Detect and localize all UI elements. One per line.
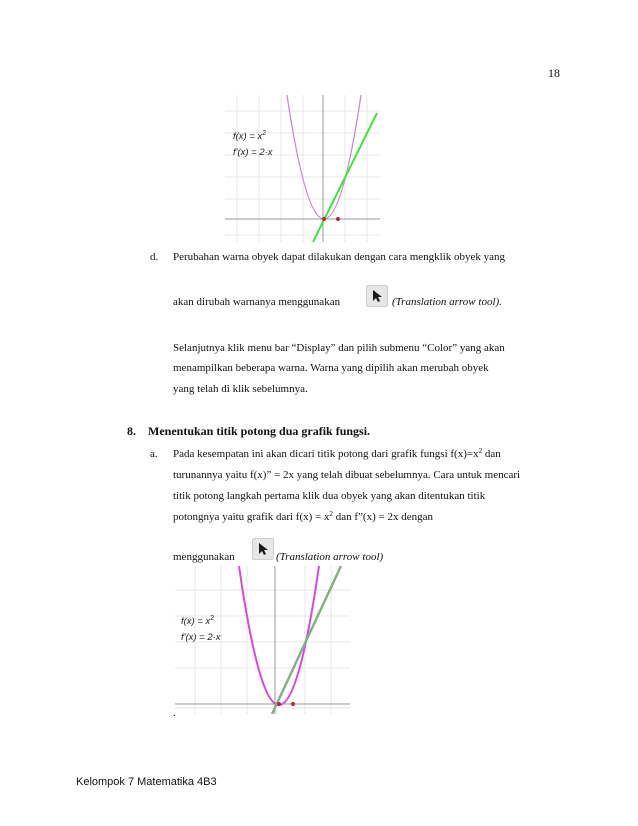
section-number: 8. <box>127 424 136 438</box>
graph-label-fprime: f'(x) = 2·x <box>181 632 221 643</box>
grid-lines <box>225 95 380 242</box>
item-a-line3: titik potong langkah pertama klik dua obyek yang akan ditentukan titik <box>173 490 486 502</box>
intersection-point <box>291 702 295 706</box>
item-a-line2: turunannya yaitu f(x)” = 2x yang telah dibuat sebelumnya. Cara untuk mencari <box>173 469 521 481</box>
origin-point <box>322 217 326 221</box>
item-a-line1: Pada kesempatan ini akan dicari titik potong dari grafik fungsi $f(x)=x^2$ dan <box>173 447 501 460</box>
graph-label-fprime: f'(x) = 2·x <box>233 147 273 158</box>
graph-label-f: $f(x) = x^2$ <box>233 130 267 142</box>
page-number: 18 <box>548 66 560 80</box>
graph-canvas-1 <box>225 95 380 242</box>
item-d-line2-pre: akan dirubah warnanya menggunakan <box>173 296 341 308</box>
arrow-cursor-icon <box>252 538 274 560</box>
item-d-para-line3: yang telah di klik sebelumnya. <box>173 383 308 395</box>
figure-graph-1 <box>225 95 380 242</box>
item-a-line4: potongnya yaitu grafik dari $f(x) = x^2$ dan f”(x) = 2x dengan <box>173 510 433 523</box>
parabola-curve <box>239 566 319 705</box>
origin-point <box>277 702 281 706</box>
item-a-line5-post: (Translation arrow tool) <box>276 551 384 563</box>
arrow-cursor-icon <box>366 285 388 307</box>
item-d-line1: Perubahan warna obyek dapat dilakukan dengan cara mengklik obyek yang <box>173 251 506 263</box>
section-title: Menentukan titik potong dua grafik fungsi. <box>148 424 371 438</box>
item-a-marker: a. <box>150 448 158 460</box>
item-d-line2-post: (Translation arrow tool). <box>392 296 502 308</box>
item-a-line5-pre: menggunakan <box>173 551 235 563</box>
page-footer: Kelompok 7 Matematika 4B3 <box>76 776 217 788</box>
graph-label-f: $f(x) = x^2$ <box>181 615 215 627</box>
parabola-curve <box>287 95 361 219</box>
trailing-dot: . <box>173 707 176 719</box>
item-d-marker: d. <box>150 251 159 263</box>
figure-graph-2 <box>175 566 350 714</box>
item-d-para-line1: Selanjutnya klik menu bar “Display” dan pilih submenu “Color” yang akan <box>173 342 505 354</box>
intersection-point <box>336 217 340 221</box>
item-d-para-line2: menampilkan beberapa warna. Warna yang dipilih akan merubah obyek <box>173 362 489 374</box>
